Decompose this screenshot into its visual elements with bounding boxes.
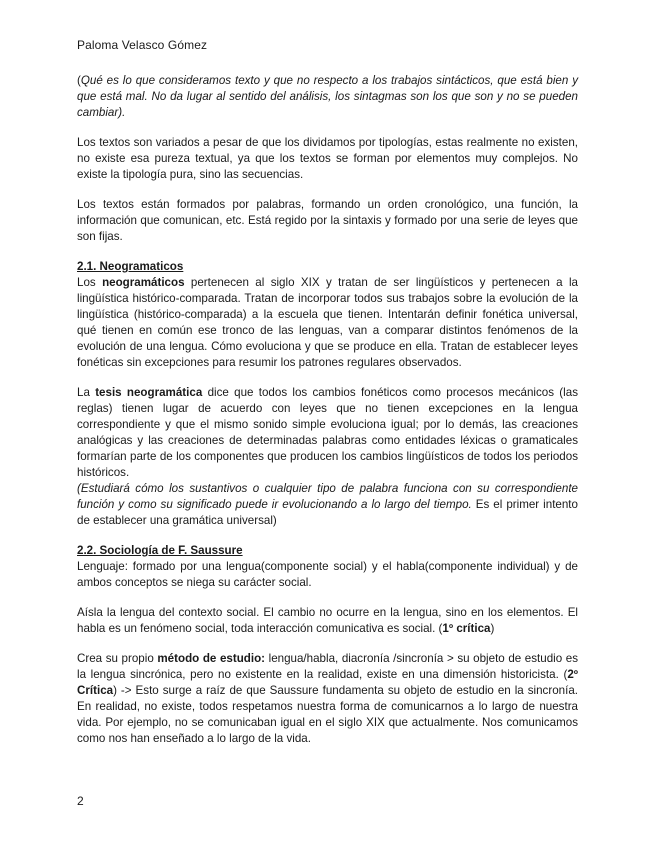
italic-note: (Estudiará cómo los sustantivos o cualquier tipo de palabra funciona con su correspondiente función y como su significado puede ir evolucionando a lo largo del tiempo. [77, 482, 578, 511]
paragraph-neogramaticos [77, 275, 578, 371]
bold-term-tesis: tesis neogramática [95, 386, 203, 399]
paragraph-metodo-estudio [77, 651, 578, 747]
bold-term-primera-critica: 1º crítica [442, 622, 491, 635]
text-run: ) [490, 622, 495, 635]
paragraph-tesis-neogramatica [77, 385, 578, 481]
text-run: lengua/habla, diacronía /sincronía > su objeto de estudio es la lengua sincrónica, pero no existente en la realidad, existe en una dimensión historicista. ( [77, 652, 579, 681]
section-heading-saussure: 2.2. Sociología de F. Saussure [77, 544, 243, 557]
intro-text: Qué es lo que consideramos texto y que no respecto a los trabajos sintácticos, que está bien y que está mal. No da lugar al sentido del análisis, los sintagmas son los que son y no se pueden cambiar). [77, 74, 578, 119]
paragraph-estudiara [77, 481, 578, 529]
paragraph-aisla-lengua [77, 605, 578, 637]
document-body [77, 73, 578, 761]
text-run: pertenecen al siglo XIX y tratan de ser lingüísticos y pertenecen a la lingüística histórico-comparada. Tratan de incorporar todos sus trabajos sobre la evolución de la lingüística (histórico-comparada) a la escuela que tienen. Intentarán definir fonética universal, qué tienen en común ese tronco de las lenguas, van a comparar distintos fenómenos de la evolución de una lengua. Cómo evoluciona y que se produce en ella. Tratan de establecer leyes fonéticas sin excepciones para resumir los patrones regulares observados. [77, 276, 578, 369]
paragraph-tipologias: Los textos son variados a pesar de que los dividamos por tipologías, estas realmente no existen, no existe esa pureza textual, ya que los textos se forman por elementos muy complejos. No existe la tipología pura, sino las secuencias. [77, 136, 578, 181]
bold-term-metodo: método de estudio: [157, 652, 266, 665]
bold-term-segunda-critica: 2º Crítica [77, 668, 578, 697]
text-run: Es el primer intento de establecer una gramática universal) [77, 498, 578, 527]
intro-open-paren: ( [77, 74, 81, 87]
paragraph-lenguaje: Lenguaje: formado por una lengua(componente social) y el habla(componente individual) y de ambos conceptos se niega su carácter social. [77, 560, 578, 589]
text-run: Los [77, 276, 103, 289]
page-number: 2 [77, 794, 84, 808]
text-run: ) -> Esto surge a raíz de que Saussure fundamenta su objeto de estudio en la sincronía. En realidad, no existe, todos respetamos nuestra forma de comunicarnos a lo largo de nuestra vida. Por ejemplo, no se comunicaban igual en el siglo XIX que actualmente. Nos comunicamos como nos han enseñado a lo largo de la vida. [77, 684, 578, 745]
text-run: dice que todos los cambios fonéticos como procesos mecánicos (las reglas) tienen lugar de acuerdo con leyes que no tienen excepciones en la lengua correspondiente y que el mismo sonido simple evoluciona igual; por lo demás, las creaciones analógicas y las creaciones de determinadas palabras como entidades léxicas o gramaticales formarían parte de los componentes que producen los cambios lingüísticos de todos los periodos históricos. [77, 386, 578, 479]
text-run: Crea su propio [77, 652, 158, 665]
text-run: Aísla la lengua del contexto social. El cambio no ocurre en la lengua, sino en los elementos. El habla es un fenómeno social, toda interacción comunicativa es social. ( [77, 606, 578, 635]
intro-paragraph [77, 73, 578, 121]
bold-term-neogramaticos: neogramáticos [102, 276, 185, 289]
section-heading-neogramaticos: 2.1. Neogramaticos [77, 260, 184, 273]
paragraph-textos-palabras: Los textos están formados por palabras, formando un orden cronológico, una función, la información que comunican, etc. Está regido por la sintaxis y formado por una serie de leyes que son fijas. [77, 198, 578, 243]
page-header-author: Paloma Velasco Gómez [77, 38, 208, 52]
text-run: La [77, 386, 96, 399]
